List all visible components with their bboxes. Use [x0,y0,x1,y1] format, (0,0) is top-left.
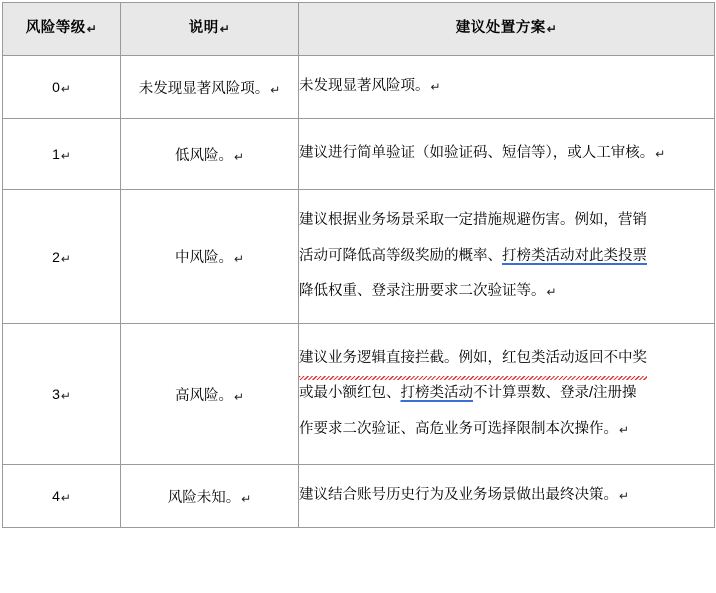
cell-advice [299,56,715,119]
cell-advice [299,190,715,324]
description-text: 未发现显著风险项。 [138,80,270,97]
advice-text: 建议根据业务场景采取一定措施规避伤害。例如，营销 [299,212,647,229]
cell-risk-level [3,119,121,190]
table-body [3,56,715,528]
paragraph-mark-icon: ↵ [546,22,558,37]
column-header-risk-level-label: 风险等级 [25,20,86,37]
paragraph-mark-icon: ↵ [619,422,630,437]
advice-text: 或最小额红包、 [299,385,401,402]
advice-line [299,203,714,239]
advice-line [299,412,714,448]
table-row [3,190,715,324]
cell-advice [299,324,715,465]
advice-line [299,75,714,98]
paragraph-mark-icon: ↵ [60,389,71,403]
table-header-row [3,3,715,56]
paragraph-mark-icon: ↵ [233,252,245,266]
column-header-description [121,3,299,56]
table-row [3,324,715,465]
advice-line [299,341,714,377]
advice-text-spellcheck: 建议业务逻辑直接拦截。例如，红包类活动返回不中奖 [299,341,647,377]
advice-line [299,142,714,165]
risk-level-table [2,2,715,528]
risk-level-value: 1 [52,146,60,162]
advice-text: 降低权重、登录注册要求二次验证等。 [299,283,546,300]
column-header-advice-label: 建议处置方案 [455,20,546,37]
cell-advice [299,465,715,528]
advice-text: 建议进行简单验证（如验证码、短信等），或人工审核。 [299,145,655,162]
description-text: 低风险。 [174,147,233,164]
risk-level-value: 0 [52,79,60,95]
risk-level-value: 3 [52,386,60,402]
paragraph-mark-icon: ↵ [233,389,245,404]
cell-risk-level [3,324,121,465]
advice-line [299,239,714,275]
paragraph-mark-icon: ↵ [219,22,231,37]
paragraph-mark-icon: ↵ [430,80,441,95]
advice-line [299,376,714,412]
table-row [3,119,715,190]
advice-text: 建议结合账号历史行为及业务场景做出最终决策。 [299,487,618,504]
cell-risk-level [3,190,121,324]
column-header-advice [299,3,715,56]
advice-highlight-underline: 打榜类活动 [400,385,473,402]
column-header-risk-level [3,3,121,56]
table-row [3,56,715,119]
cell-risk-level [3,465,121,528]
paragraph-mark-icon: ↵ [241,491,252,506]
cell-description [121,119,299,190]
paragraph-mark-icon: ↵ [233,149,245,164]
paragraph-mark-icon: ↵ [270,82,281,97]
advice-text: 活动可降低高等级奖励的概率、 [299,247,502,264]
advice-text: 未发现显著风险项。 [299,78,430,95]
description-text: 中风险。 [174,250,233,266]
table-header [3,3,715,56]
risk-level-value: 4 [52,488,60,504]
description-text: 高风险。 [174,387,233,404]
description-text: 风险未知。 [167,489,241,506]
paragraph-mark-icon: ↵ [60,491,71,505]
table-row [3,465,715,528]
document-page [0,2,716,593]
paragraph-mark-icon: ↵ [60,82,71,96]
paragraph-mark-icon: ↵ [60,251,71,266]
paragraph-mark-icon: ↵ [60,149,71,163]
advice-text: 不计算票数、登录/注册操 [473,385,637,402]
paragraph-mark-icon: ↵ [619,489,630,504]
column-header-description-label: 说明 [188,20,219,37]
advice-line [299,484,714,507]
paragraph-mark-icon: ↵ [546,285,557,300]
advice-text: 作要求二次验证、高危业务可选择限制本次操作。 [299,420,618,437]
paragraph-mark-icon: ↵ [655,147,666,162]
cell-description [121,56,299,119]
cell-risk-level [3,56,121,119]
cell-description [121,465,299,528]
advice-line [299,274,714,310]
risk-level-value: 2 [52,248,60,265]
cell-description [121,324,299,465]
paragraph-mark-icon: ↵ [86,22,98,37]
advice-highlight-underline: 打榜类活动对此类投票 [502,247,647,264]
cell-advice [299,119,715,190]
cell-description [121,190,299,324]
